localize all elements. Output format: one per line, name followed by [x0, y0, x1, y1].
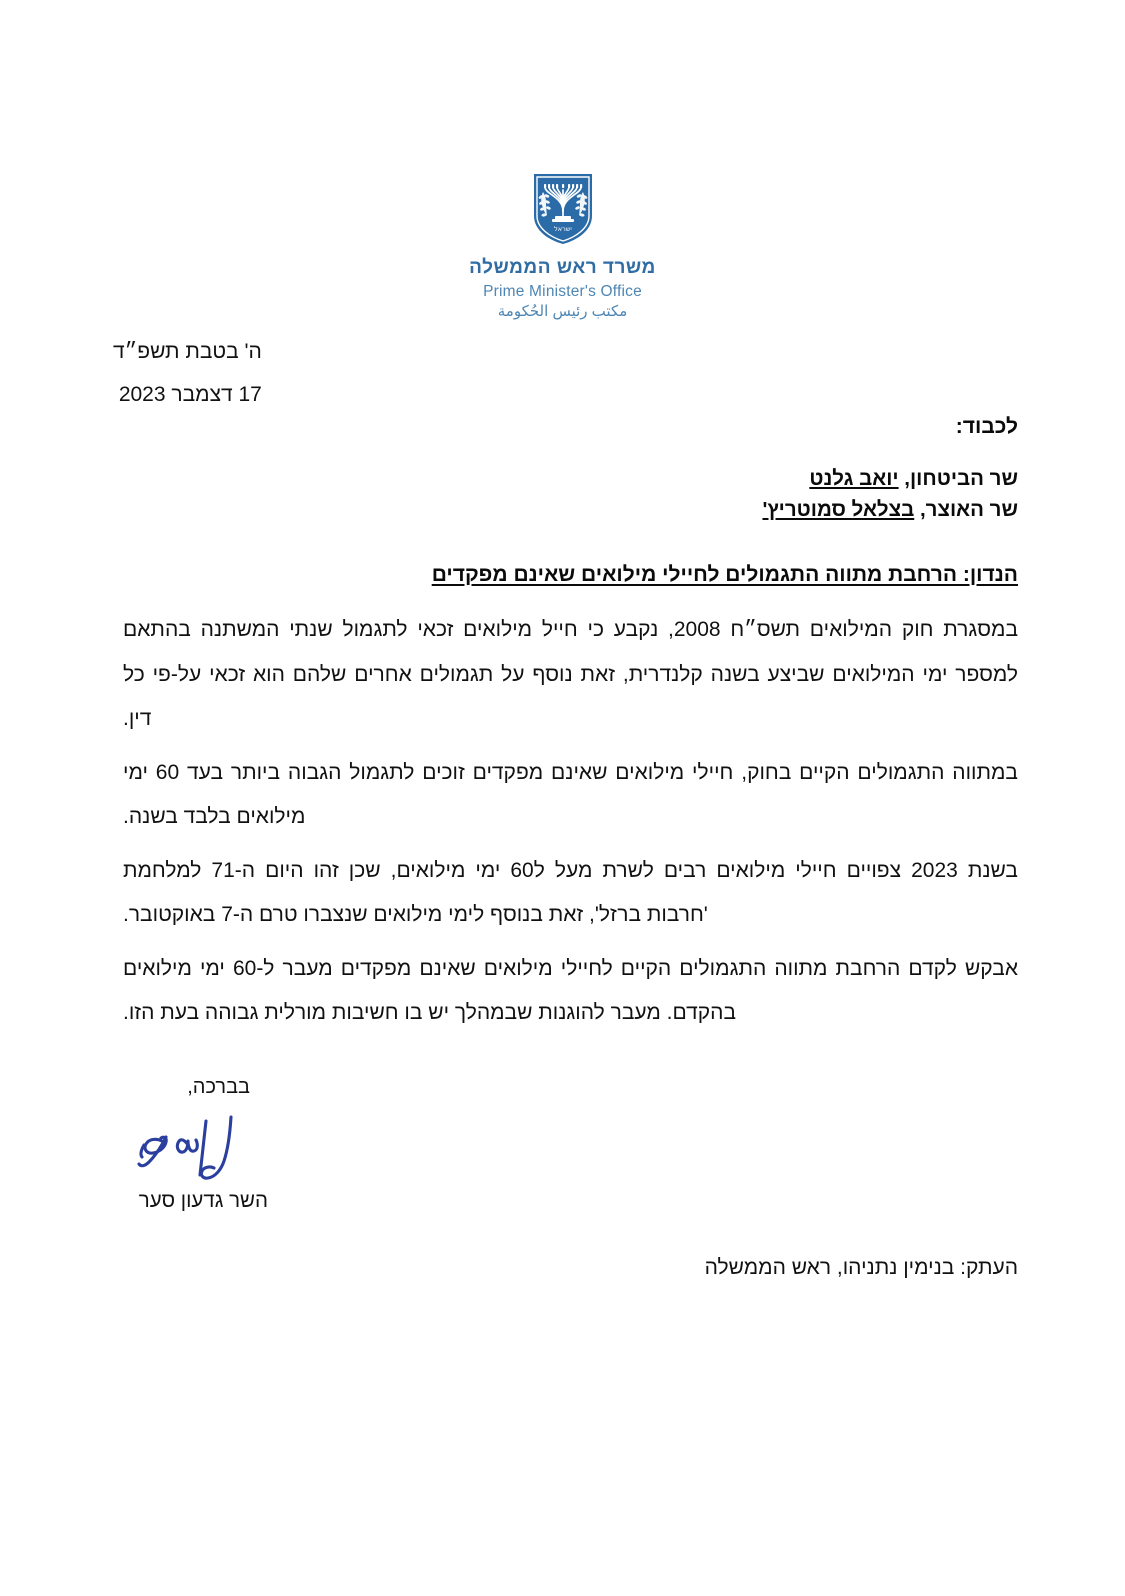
date-block: [113, 330, 262, 416]
addressee-block: [762, 415, 1018, 526]
body-paragraph: במסגרת חוק המילואים תשס״ח 2008, נקבע כי חייל מילואים זכאי לתגמול שנתי המשתנה בהתאם למספר ימי המילואים שביצע בשנה קלנדרית, זאת נוסף על תגמולים אחרים שלהם הוא זכאי על-פי כל דין.: [123, 618, 1019, 731]
svg-text:ישראל: ישראל: [553, 225, 572, 233]
body-paragraph: בשנת 2023 צפויים חיילי מילואים רבים לשרת מעל ל60 ימי מילואים, שכן זהו היום ה-71 למלחמת 'חרבות ברזל', זאת בנוסף לימי מילואים שנצברו טרם ה-7 באוקטובר.: [123, 858, 1018, 927]
to-label: לכבוד:: [955, 415, 1018, 438]
gregorian-date: 17 דצמבר 2023: [118, 383, 262, 407]
signature-block: [118, 1076, 268, 1213]
handwritten-signature-icon: [118, 1105, 268, 1187]
letterhead: [0, 172, 1125, 321]
letterhead-english: Prime Minister's Office: [483, 282, 642, 300]
body-paragraph: במתווה התגמולים הקיים בחוק, חיילי מילואים שאינם מפקדים זוכים לתגמול הגבוה ביותר בעד 60 ימי מילואים בלבד בשנה.: [123, 760, 1018, 829]
recipient-name: בצלאל סמוטריץ': [762, 497, 915, 521]
letterhead-hebrew: משרד ראש הממשלה: [469, 257, 656, 278]
cc-line: העתק: בנימין נתניהו, ראש הממשלה: [704, 1256, 1018, 1279]
recipient-line: [762, 495, 1018, 526]
recipient-line: [762, 464, 1018, 495]
letterhead-arabic: مكتب رئيس الحُكومة: [497, 302, 628, 320]
israel-state-emblem-icon: [532, 172, 594, 246]
recipient-title: שר האוצר,: [914, 497, 1018, 521]
body-paragraph: אבקש לקדם הרחבת מתווה התגמולים הקיים לחיילי מילואים שאינם מפקדים מעבר ל-60 ימי מילואים בהקדם. מעבר להוגנות שבמהלך יש בו חשיבות מורלית גבוהה בעת הזו.: [123, 956, 1019, 1025]
letter-body: [123, 608, 1018, 1045]
subject-line: [432, 563, 1018, 587]
recipient-title: שר הביטחון,: [898, 467, 1018, 490]
regards-text: בברכה,: [187, 1076, 250, 1098]
signer-name: השר גדעון סער: [138, 1189, 268, 1212]
subject-label: הנדון:: [957, 563, 1018, 586]
hebrew-date: ה' בטבת תשפ״ד: [113, 340, 262, 363]
subject-text: הרחבת מתווה התגמולים לחיילי מילואים שאינם מפקדים: [431, 563, 958, 586]
recipient-name: יואב גלנט: [809, 467, 899, 490]
